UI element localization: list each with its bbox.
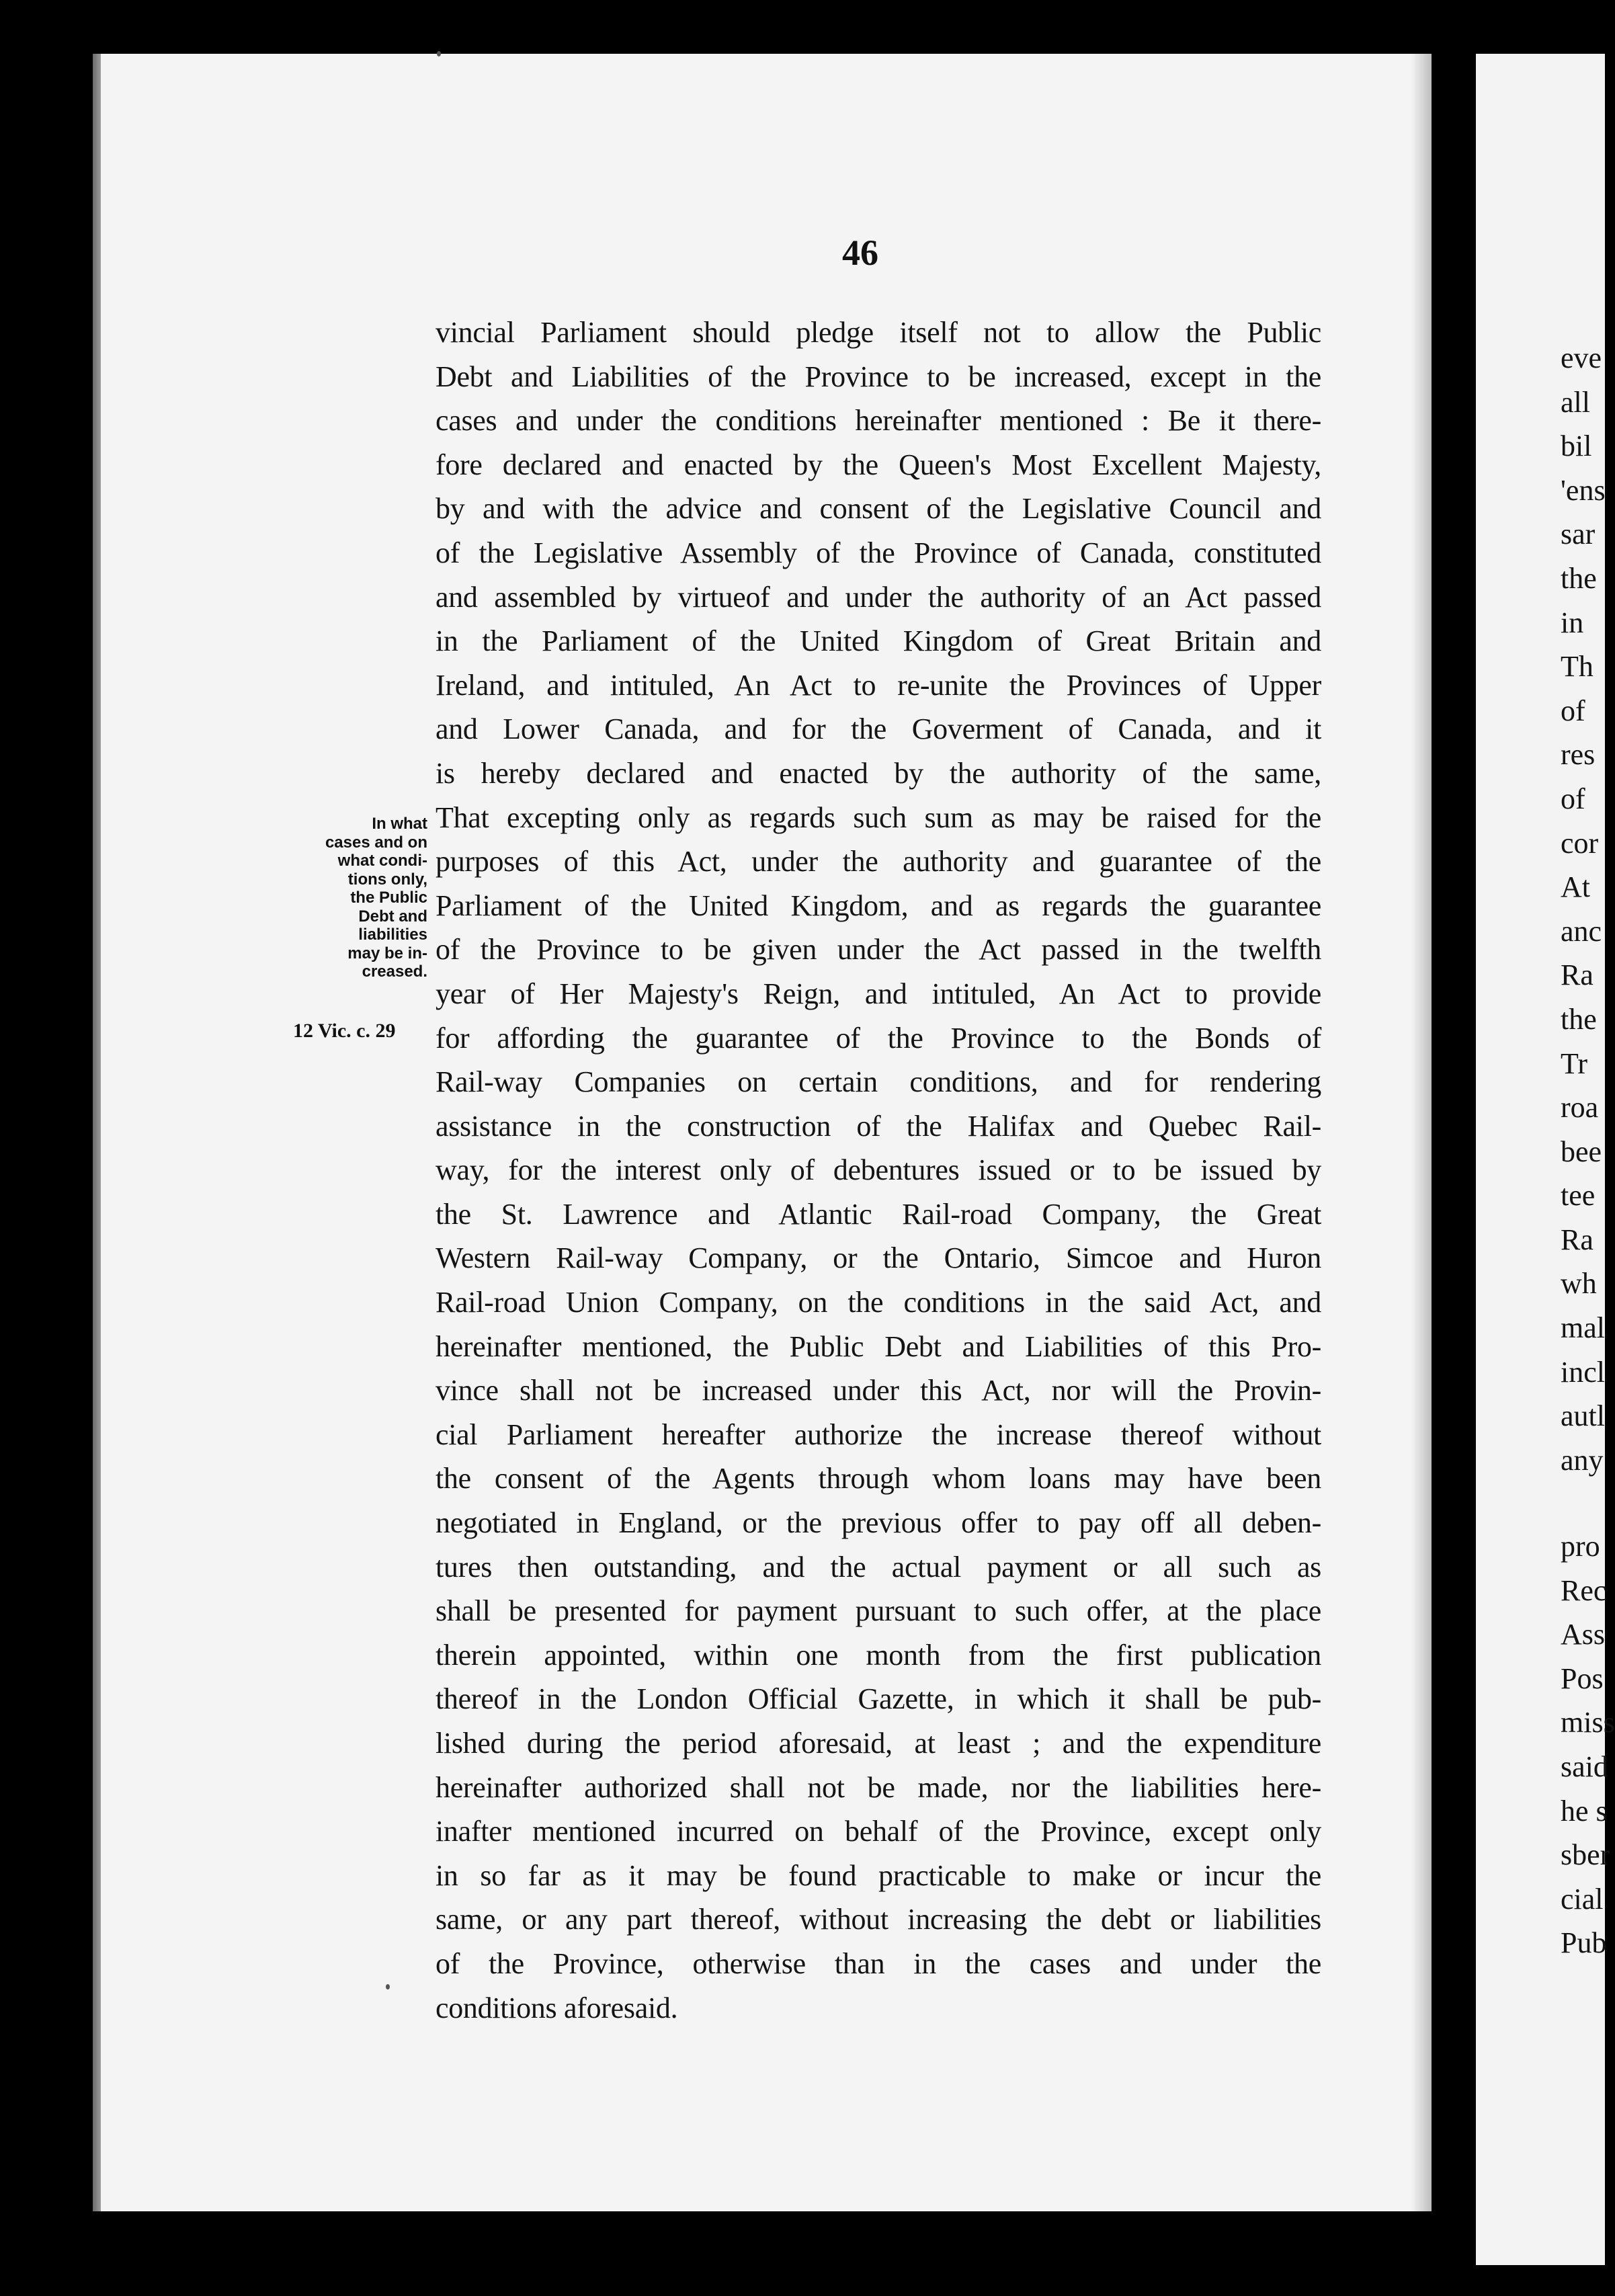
facing-page-fragment: he s	[1561, 1794, 1608, 1828]
facing-page-fragment: Ass	[1561, 1618, 1606, 1651]
text-line: and Lower Canada, and for the Goverment of Canada, and it	[436, 712, 1321, 746]
margin-note-line: tions only,	[347, 870, 427, 889]
margin-note-line: Debt and	[358, 907, 427, 926]
facing-page-fragment: the	[1561, 1002, 1597, 1036]
facing-page-fragment: tee	[1561, 1179, 1596, 1213]
facing-page-text-lower	[1561, 1524, 1614, 1965]
margin-note-line: liabilities	[358, 926, 427, 944]
text-line: the consent of the Agents through whom loans may have been	[436, 1462, 1321, 1495]
text-line: conditions aforesaid.	[436, 1991, 678, 2024]
facing-page-fragment: the	[1561, 561, 1597, 595]
text-line: for affording the guarantee of the Province to the Bonds of	[436, 1021, 1321, 1055]
facing-page-fragment: pro	[1561, 1530, 1600, 1563]
text-line: assistance in the construction of the Halifax and Quebec Rail-	[436, 1109, 1321, 1143]
facing-page-fragment: incl	[1561, 1355, 1605, 1389]
margin-note-line: cases and on	[325, 833, 427, 852]
margin-note-line: In what	[372, 815, 427, 833]
facing-page-fragment: Ra	[1561, 1223, 1593, 1256]
text-line: cial Parliament hereafter authorize the increase thereof without	[436, 1418, 1321, 1451]
text-line: Debt and Liabilities of the Province to be increased, except in the	[436, 360, 1321, 393]
facing-page-fragment: res	[1561, 738, 1596, 772]
text-line: Parliament of the United Kingdom, and as regards the guarantee	[436, 889, 1321, 922]
facing-page-fragment: sar	[1561, 518, 1596, 551]
text-line: in the Parliament of the United Kingdom of Great Britain and	[436, 624, 1321, 658]
facing-page-fragment: of	[1561, 782, 1585, 815]
text-line: of the Legislative Assembly of the Province of Canada, constituted	[436, 536, 1321, 569]
facing-page-fragment: autl	[1561, 1399, 1605, 1433]
text-line: inafter mentioned incurred on behalf of the Province, except only	[436, 1815, 1321, 1848]
text-line: fore declared and enacted by the Queen's Most Excellent Majesty,	[436, 448, 1321, 481]
text-line: of the Province, otherwise than in the cases and under the	[436, 1946, 1321, 1980]
margin-note-line: may be in-	[347, 944, 427, 962]
facing-page-fragment: mal	[1561, 1311, 1605, 1345]
text-line: of the Province to be given under the Act passed in the twelfth	[436, 933, 1321, 967]
facing-page-fragment: in	[1561, 606, 1584, 639]
text-line: Ireland, and intituled, An Act to re-unite the Provinces of Upper	[436, 668, 1321, 702]
text-line: cases and under the conditions hereinafter mentioned : Be it there-	[436, 404, 1321, 438]
facing-page-fragment: of	[1561, 694, 1585, 727]
text-line: Rail-road Union Company, on the conditions in the said Act, and	[436, 1286, 1321, 1319]
text-line: purposes of this Act, under the authority and guarantee of the	[436, 845, 1321, 878]
facing-page-fragment: Ra	[1561, 958, 1593, 992]
text-line: in so far as it may be found practicable to make or incur the	[436, 1858, 1321, 1892]
margin-statute-reference: 12 Vic. c. 29	[293, 1020, 396, 1042]
text-line: vince shall not be increased under this Act, nor will the Provin-	[436, 1374, 1321, 1407]
margin-note-line: creased.	[362, 962, 427, 981]
text-line: thereof in the London Official Gazette, in which it shall be pub-	[436, 1682, 1321, 1716]
ink-speck	[437, 51, 441, 56]
text-line: tures then outstanding, and the actual payment or all such as	[436, 1550, 1321, 1584]
facing-page-fragment: wh	[1561, 1267, 1597, 1301]
margin-note-line: the Public	[350, 889, 427, 907]
facing-page-fragment: miss	[1561, 1706, 1615, 1739]
body-text	[436, 311, 1321, 2030]
text-line: Rail-way Companies on certain conditions, and for rendering	[436, 1065, 1321, 1099]
text-line: vincial Parliament should pledge itself not to allow the Public	[436, 316, 1321, 349]
facing-page-fragment: At	[1561, 870, 1590, 904]
facing-page-fragment: roa	[1561, 1091, 1599, 1124]
facing-page-fragment: cial	[1561, 1882, 1604, 1916]
text-line: therein appointed, within one month from the first publication	[436, 1638, 1321, 1672]
text-line: shall be presented for payment pursuant to such offer, at the place	[436, 1594, 1321, 1628]
text-line: is hereby declared and enacted by the authority of the same,	[436, 756, 1321, 790]
facing-page-fragment: Th	[1561, 650, 1593, 684]
facing-page-fragment: Tr	[1561, 1047, 1587, 1080]
facing-page-fragment: said	[1561, 1750, 1608, 1783]
book-gutter	[1432, 0, 1476, 2296]
facing-page-fragment: eve	[1561, 341, 1602, 374]
text-line: hereinafter authorized shall not be made, nor the liabilities here-	[436, 1770, 1321, 1804]
text-line: same, or any part thereof, without increasing the debt or liabilities	[436, 1903, 1321, 1936]
margin-note-line: what condi-	[337, 852, 427, 870]
facing-page-text-upper	[1561, 336, 1614, 1482]
page-right-shadow	[1411, 54, 1432, 2211]
facing-page-fragment: sber	[1561, 1838, 1610, 1872]
text-line: negotiated in England, or the previous offer to pay off all deben-	[436, 1506, 1321, 1540]
text-line: hereinafter mentioned, the Public Debt and Liabilities of this Pro-	[436, 1329, 1321, 1363]
text-line: That excepting only as regards such sum as may be raised for the	[436, 801, 1321, 834]
ink-speck	[386, 1984, 390, 1990]
text-line: year of Her Majesty's Reign, and intituled, An Act to provide	[436, 977, 1321, 1010]
facing-page-fragment: bee	[1561, 1135, 1602, 1168]
text-line: Western Rail-way Company, or the Ontario, Simcoe and Huron	[436, 1241, 1321, 1275]
text-line: way, for the interest only of debentures issued or to be issued by	[436, 1153, 1321, 1187]
margin-note	[293, 815, 427, 981]
facing-page-fragment: anc	[1561, 914, 1602, 948]
facing-page-fragment: cor	[1561, 826, 1599, 860]
facing-page-fragment: all	[1561, 385, 1590, 419]
text-line: the St. Lawrence and Atlantic Rail-road Company, the Great	[436, 1197, 1321, 1231]
page-number: 46	[842, 233, 878, 273]
facing-page-fragment: Rec	[1561, 1573, 1607, 1607]
facing-page-fragment: bil	[1561, 429, 1592, 463]
facing-page-fragment: Pub	[1561, 1926, 1607, 1960]
text-line: by and with the advice and consent of the Legislative Council and	[436, 492, 1321, 526]
facing-page-fragment: any	[1561, 1443, 1604, 1477]
facing-page-fragment: Pos	[1561, 1662, 1604, 1695]
facing-page-fragment: 'ens	[1561, 473, 1606, 507]
text-line: and assembled by virtueof and under the authority of an Act passed	[436, 580, 1321, 614]
text-line: lished during the period aforesaid, at least ; and the expenditure	[436, 1727, 1321, 1760]
